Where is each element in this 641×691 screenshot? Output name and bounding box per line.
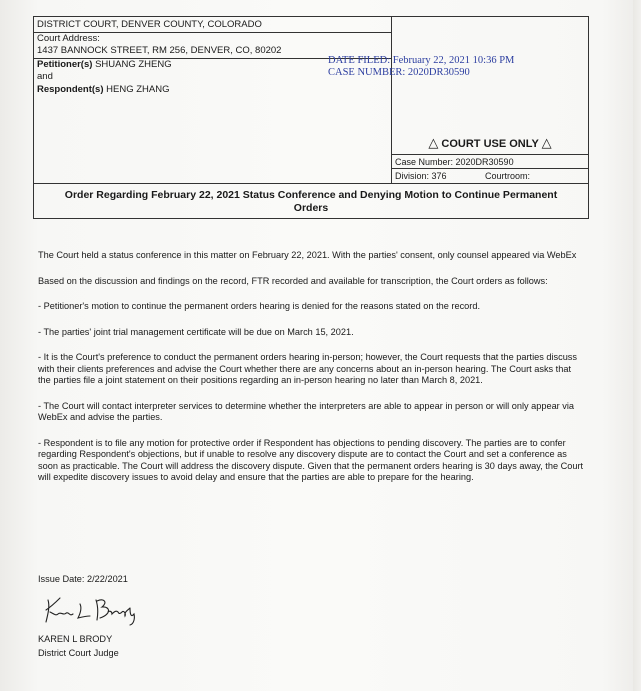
- paragraph-trial-certificate: - The parties' joint trial management certificate will be due on March 15, 2021.: [38, 326, 354, 337]
- petitioner-name: SHUANG ZHENG: [95, 58, 172, 70]
- courtroom-text: Courtroom:: [485, 171, 531, 181]
- case-number-stamp: CASE NUMBER: 2020DR30590: [328, 67, 470, 78]
- judge-name: KAREN L BRODY: [38, 634, 113, 644]
- paragraph-status-conference: The Court held a status conference in this matter on February 22, 2021. With the parties' consent, only counsel appeared via WebEx: [38, 250, 577, 260]
- respondent-name: HENG ZHANG: [106, 83, 170, 95]
- warning-triangle-icon: △: [541, 135, 552, 150]
- case-number-row: [392, 155, 588, 169]
- paragraph-discovery: - Respondent is to file any motion for protective order if Respondent has objections to pending discovery. The parties are to confer regarding Respondent's objections, but if unable to resolve any discovery dispute are to contact the Court and set a conference as soon as practicable. The Court will address the discovery dispute. Given that the permanent orders hearing is 30 days away, the Court will expedite discovery issues to avoid delay and ensure that the parties are able to prepare for the hearing.: [38, 437, 584, 482]
- page-edge-shadow: [633, 0, 641, 691]
- caption-parties-cell: [34, 17, 392, 183]
- court-address: 1437 BANNOCK STREET, RM 256, DENVER, CO, 80202: [34, 45, 391, 59]
- judge-signature-image: [42, 592, 152, 628]
- order-body: [38, 250, 586, 498]
- court-name: DISTRICT COURT, DENVER COUNTY, COLORADO: [34, 19, 391, 33]
- court-use-only-label: [392, 135, 588, 151]
- division-row: [392, 169, 588, 183]
- warning-triangle-icon: △: [428, 135, 439, 150]
- division-text: Division: 376: [395, 171, 447, 181]
- date-filed-stamp: DATE FILED: February 22, 2021 10:36 PM: [328, 55, 515, 66]
- and-text: and: [37, 71, 53, 82]
- order-title: Order Regarding February 22, 2021 Status Conference and Denying Motion to Continue Permanent Orders: [34, 183, 588, 219]
- issue-date: Issue Date: 2/22/2021: [38, 574, 128, 584]
- court-address-label: Court Address:: [37, 32, 100, 44]
- case-caption-box: [33, 16, 589, 219]
- paragraph-interpreter: - The Court will contact interpreter services to determine whether the interpreters are able to appear in person or will only appear via WebEx and advise the parties.: [38, 400, 575, 423]
- case-number-text: Case Number: 2020DR30590: [395, 157, 514, 167]
- paragraph-in-person-hearing: - It is the Court's preference to conduct the permanent orders hearing in-person; however, the Court requests that the parties discuss with their clients preferences and advise the Court whether there are any concerns about an in-person hearing. The Court asks that the parties file a joint statement on their positions regarding an in-person hearing no later than March 8, 2021.: [38, 352, 577, 386]
- court-use-cell: [392, 17, 588, 155]
- judge-title: District Court Judge: [38, 648, 119, 658]
- respondent-label: Respondent(s): [37, 83, 104, 95]
- petitioner-label: Petitioner(s): [37, 58, 93, 70]
- court-use-only-text: COURT USE ONLY: [441, 138, 539, 150]
- paragraph-motion-denied: - Petitioner's motion to continue the permanent orders hearing is denied for the reasons stated on the record.: [38, 301, 480, 312]
- respondent-line: [37, 84, 388, 97]
- paragraph-findings: Based on the discussion and findings on the record, FTR recorded and available for transcription, the Court orders as follows:: [38, 275, 548, 286]
- judge-block: [38, 632, 119, 660]
